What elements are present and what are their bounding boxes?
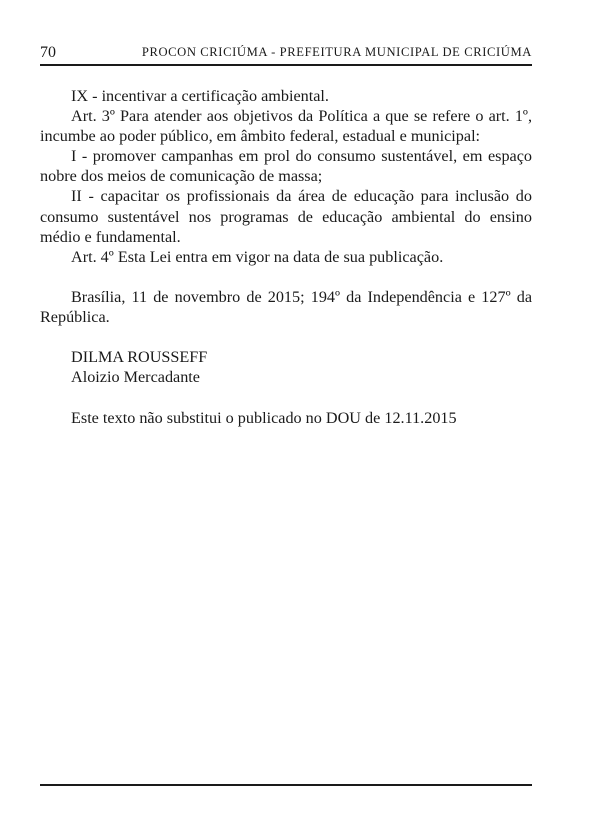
signatory-minister: Aloizio Mercadante — [71, 368, 200, 387]
signatory-president: DILMA ROUSSEFF — [71, 348, 208, 367]
paragraph-item-i: I - promover campanhas em prol do consumo sustentável, em espaço nobre dos meios de comunicação de massa; — [40, 147, 532, 186]
spacer — [40, 327, 532, 347]
header-rule — [40, 64, 532, 66]
spacer — [40, 387, 532, 407]
footer-rule — [40, 784, 532, 786]
document-body — [40, 86, 532, 428]
paragraph-item-ix: IX - incentivar a certificação ambiental. — [71, 87, 329, 105]
page-number: 70 — [40, 44, 56, 61]
spacer — [40, 267, 532, 287]
paragraph-art-4: Art. 4º Esta Lei entra em vigor na data de sua publicação. — [71, 247, 444, 266]
date-line: Brasília, 11 de novembro de 2015; 194º da Independência e 127º da República. — [40, 287, 532, 327]
page-header — [40, 44, 532, 66]
running-head: PROCON CRICIÚMA - PREFEITURA MUNICIPAL DE CRICIÚMA — [141, 45, 532, 59]
publication-note: Este texto não substitui o publicado no DOU de 12.11.2015 — [71, 408, 457, 427]
paragraph-item-ii: II - capacitar os profissionais da área de educação para inclusão do consumo sustentável nos programas de educação ambiental do ensino médio e fundamental. — [40, 187, 532, 246]
paragraph-art-3: Art. 3º Para atender aos objetivos da Política a que se refere o art. 1º, incumbe ao poder público, em âmbito federal, estadual e municipal: — [40, 107, 532, 146]
